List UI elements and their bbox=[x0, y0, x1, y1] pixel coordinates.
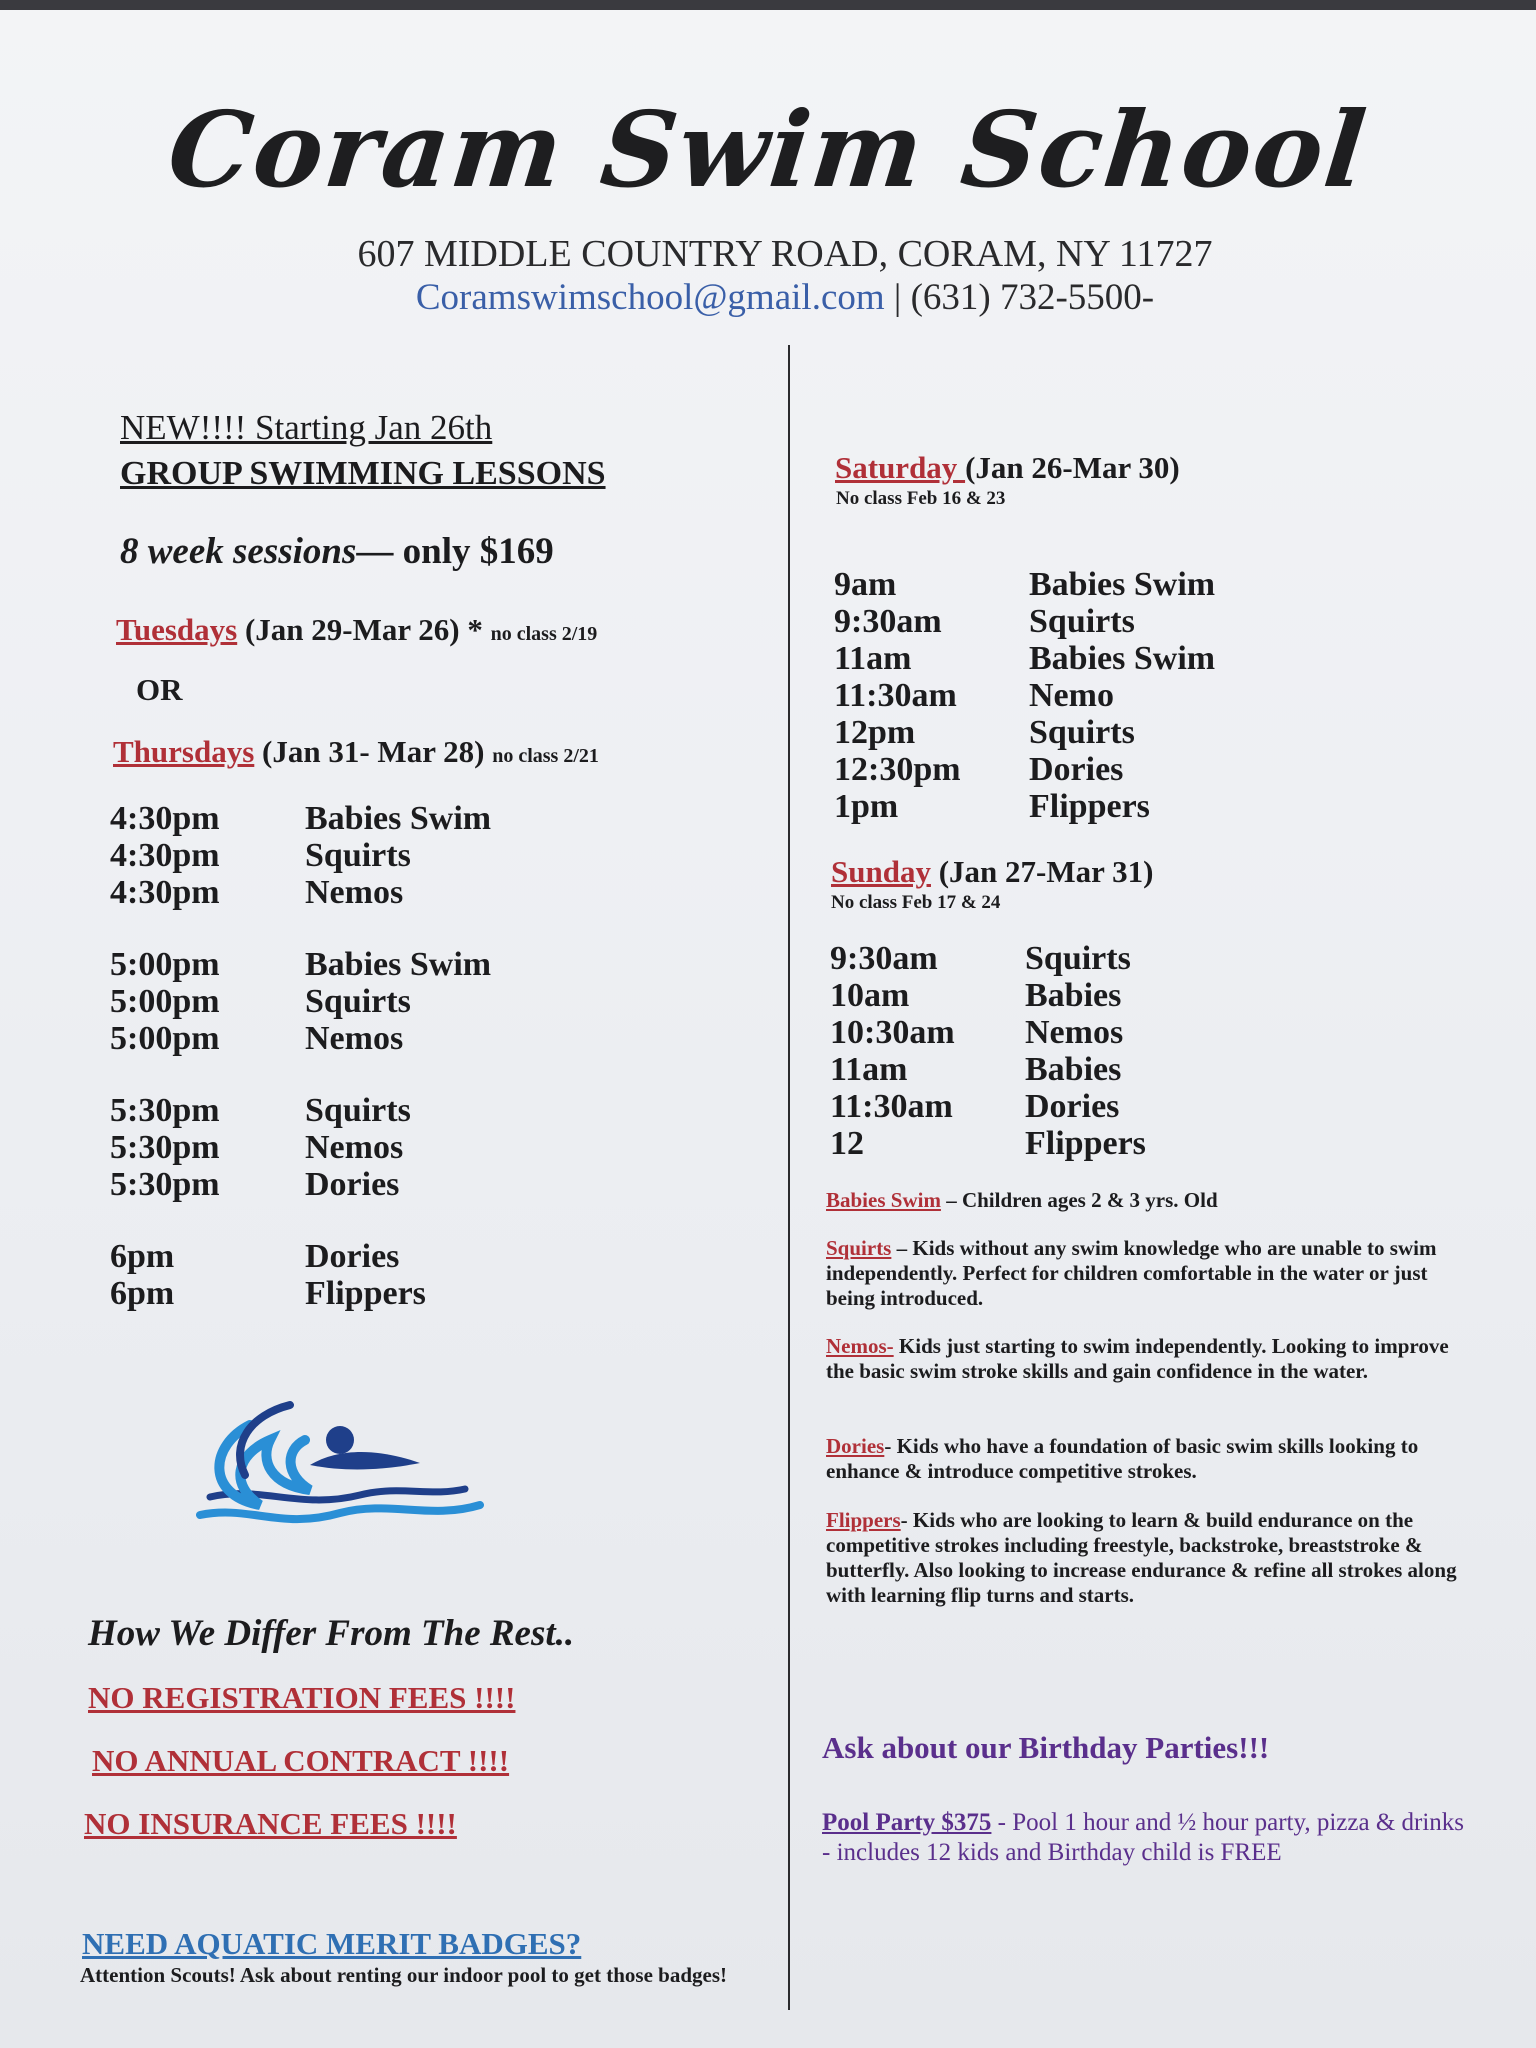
sessions-length: 8 week sessions bbox=[120, 531, 357, 572]
schedule-row bbox=[830, 1088, 1146, 1125]
schedule-time: 5:00pm bbox=[110, 1020, 220, 1057]
schedule-class: Nemos bbox=[305, 874, 404, 911]
weekday-schedule bbox=[110, 800, 491, 1312]
desc-squirts bbox=[826, 1236, 1466, 1311]
contact-separator: | bbox=[893, 277, 902, 318]
schedule-time: 11:30am bbox=[834, 677, 957, 714]
schedule-time: 11am bbox=[834, 640, 912, 677]
tuesday-note: no class 2/19 bbox=[490, 623, 598, 645]
schedule-row bbox=[834, 603, 1215, 640]
desc-name: Squirts bbox=[826, 1236, 892, 1260]
column-divider bbox=[788, 345, 790, 2010]
schedule-class: Babies bbox=[1025, 977, 1122, 1014]
merit-badges-text: Attention Scouts! Ask about renting our indoor pool to get those badges! bbox=[80, 1963, 727, 1987]
schedule-row bbox=[830, 1014, 1146, 1051]
schedule-time: 5:00pm bbox=[110, 946, 220, 983]
schedule-time: 4:30pm bbox=[110, 800, 220, 837]
address: 607 MIDDLE COUNTRY ROAD, CORAM, NY 11727 bbox=[357, 233, 1213, 275]
schedule-row bbox=[110, 1092, 491, 1129]
schedule-class: Squirts bbox=[305, 983, 411, 1020]
schedule-class: Squirts bbox=[305, 837, 411, 874]
schedule-time: 5:30pm bbox=[110, 1129, 220, 1166]
schedule-row bbox=[830, 1125, 1146, 1162]
schedule-row bbox=[834, 751, 1215, 788]
saturday-note: No class Feb 16 & 23 bbox=[836, 488, 1006, 509]
schedule-class: Squirts bbox=[1025, 940, 1131, 977]
schedule-time: 9am bbox=[834, 566, 897, 603]
sessions-cost: — only $169 bbox=[356, 531, 554, 572]
schedule-time: 1pm bbox=[834, 788, 899, 825]
schedule-time: 6pm bbox=[110, 1275, 175, 1312]
schedule-row bbox=[830, 940, 1146, 977]
differ-title: How We Differ From The Rest.. bbox=[88, 1613, 575, 1654]
no-insurance-fees: NO INSURANCE FEES !!!! bbox=[84, 1806, 457, 1841]
schedule-class: Flippers bbox=[1029, 788, 1150, 825]
schedule-row bbox=[110, 1238, 491, 1275]
schedule-row bbox=[110, 946, 491, 983]
schedule-time: 10:30am bbox=[830, 1014, 955, 1051]
birthday-title: Ask about our Birthday Parties!!! bbox=[822, 1730, 1270, 1765]
sunday-note: No class Feb 17 & 24 bbox=[831, 892, 1001, 913]
pool-party bbox=[822, 1808, 1472, 1868]
tuesday-line bbox=[116, 612, 597, 648]
schedule-row bbox=[110, 1129, 491, 1166]
schedule-class: Dories bbox=[1029, 751, 1124, 788]
schedule-time: 5:30pm bbox=[110, 1166, 220, 1203]
schedule-time: 5:30pm bbox=[110, 1092, 220, 1129]
schedule-class: Nemos bbox=[305, 1129, 404, 1166]
schedule-time: 12pm bbox=[834, 714, 916, 751]
schedule-time: 11:30am bbox=[830, 1088, 953, 1125]
desc-text: – Children ages 2 & 3 yrs. Old bbox=[940, 1188, 1218, 1212]
schedule-row bbox=[834, 788, 1215, 825]
schedule-row bbox=[110, 983, 491, 1020]
schedule-class: Babies Swim bbox=[305, 800, 492, 837]
top-shadow bbox=[0, 0, 1536, 10]
desc-nemos bbox=[826, 1334, 1466, 1384]
desc-name: Flippers bbox=[826, 1508, 901, 1532]
tuesday-label: Tuesdays bbox=[116, 612, 238, 647]
desc-text: Kids just starting to swim independently. Looking to improve the basic swim stroke skills and gain confidence in the water. bbox=[826, 1334, 1449, 1383]
schedule-time: 10am bbox=[830, 977, 910, 1014]
saturday-schedule bbox=[834, 566, 1215, 825]
schedule-class: Flippers bbox=[1025, 1125, 1146, 1162]
schedule-class: Nemos bbox=[305, 1020, 404, 1057]
schedule-row bbox=[834, 566, 1215, 603]
schedule-row bbox=[110, 1166, 491, 1203]
desc-text: - Kids who are looking to learn & build endurance on the competitive strokes including freestyle, backstroke, breaststroke & butterfly. Also looking to increase endurance & refine all strokes along with learning flip turns and starts. bbox=[826, 1508, 1457, 1607]
swimmer-logo-icon bbox=[190, 1385, 490, 1535]
pool-party-text: - Pool 1 hour and ½ hour party, pizza & drinks - includes 12 kids and Birthday child is FREE bbox=[822, 1809, 1465, 1866]
saturday-label: Saturday bbox=[835, 450, 966, 485]
schedule-time: 11am bbox=[830, 1051, 908, 1088]
schedule-class: Babies Swim bbox=[1029, 640, 1216, 677]
or-label: OR bbox=[136, 672, 183, 707]
desc-text: - Kids who have a foundation of basic swim skills looking to enhance & introduce competitive strokes. bbox=[826, 1434, 1419, 1483]
desc-name: Babies Swim bbox=[826, 1188, 941, 1212]
schedule-time: 4:30pm bbox=[110, 874, 220, 911]
schedule-class: Squirts bbox=[1029, 714, 1135, 751]
schedule-row bbox=[834, 640, 1215, 677]
sunday-range: (Jan 27-Mar 31) bbox=[930, 854, 1154, 889]
schedule-time: 12 bbox=[830, 1125, 864, 1162]
sunday-line bbox=[831, 854, 1153, 890]
desc-name: Nemos- bbox=[826, 1334, 894, 1358]
schedule-time: 12:30pm bbox=[834, 751, 961, 788]
schedule-row bbox=[110, 800, 491, 837]
schedule-time: 4:30pm bbox=[110, 837, 220, 874]
desc-babies-swim bbox=[826, 1188, 1466, 1213]
sunday-schedule bbox=[830, 940, 1146, 1162]
desc-name: Dories bbox=[826, 1434, 885, 1458]
saturday-line bbox=[835, 450, 1180, 486]
schedule-class: Dories bbox=[305, 1238, 400, 1275]
schedule-row bbox=[834, 714, 1215, 751]
schedule-class: Dories bbox=[1025, 1088, 1120, 1125]
schedule-row bbox=[830, 1051, 1146, 1088]
page-title: Coram Swim School bbox=[162, 88, 1374, 211]
desc-flippers bbox=[826, 1508, 1466, 1608]
sunday-label: Sunday bbox=[831, 854, 931, 889]
thursday-line bbox=[113, 734, 599, 770]
new-announcement: NEW!!!! Starting Jan 26th bbox=[120, 408, 493, 447]
schedule-class: Nemos bbox=[1025, 1014, 1124, 1051]
schedule-class: Squirts bbox=[305, 1092, 411, 1129]
group-lessons-title: GROUP SWIMMING LESSONS bbox=[120, 455, 606, 492]
schedule-time: 9:30am bbox=[830, 940, 938, 977]
contact-line bbox=[0, 276, 1536, 319]
thursday-note: no class 2/21 bbox=[492, 745, 599, 767]
desc-text: – Kids without any swim knowledge who are unable to swim independently. Perfect for children comfortable in the water or just being introduced. bbox=[826, 1236, 1437, 1310]
thursday-label: Thursdays bbox=[113, 734, 255, 769]
tuesday-range: (Jan 29-Mar 26) * bbox=[237, 612, 491, 647]
sessions-price bbox=[120, 530, 554, 573]
schedule-class: Babies bbox=[1025, 1051, 1122, 1088]
email-link[interactable]: Coramswimschool@gmail.com bbox=[415, 277, 885, 318]
schedule-row bbox=[110, 874, 491, 911]
no-registration-fees: NO REGISTRATION FEES !!!! bbox=[88, 1680, 516, 1715]
schedule-row bbox=[110, 1020, 491, 1057]
saturday-range: (Jan 26-Mar 30) bbox=[965, 450, 1180, 485]
schedule-row bbox=[830, 977, 1146, 1014]
schedule-class: Babies Swim bbox=[305, 946, 492, 983]
schedule-class: Squirts bbox=[1029, 603, 1135, 640]
schedule-class: Babies Swim bbox=[1029, 566, 1216, 603]
phone-number: (631) 732-5500- bbox=[910, 277, 1155, 318]
pool-party-label: Pool Party $375 bbox=[822, 1809, 992, 1836]
schedule-row bbox=[110, 837, 491, 874]
thursday-range: (Jan 31- Mar 28) bbox=[254, 734, 493, 769]
schedule-class: Dories bbox=[305, 1166, 400, 1203]
schedule-class: Flippers bbox=[305, 1275, 426, 1312]
schedule-row bbox=[834, 677, 1215, 714]
no-annual-contract: NO ANNUAL CONTRACT !!!! bbox=[92, 1743, 510, 1778]
schedule-time: 5:00pm bbox=[110, 983, 220, 1020]
desc-dories bbox=[826, 1434, 1466, 1484]
schedule-time: 6pm bbox=[110, 1238, 175, 1275]
merit-badges-title: NEED AQUATIC MERIT BADGES? bbox=[82, 1926, 582, 1961]
schedule-time: 9:30am bbox=[834, 603, 942, 640]
schedule-class: Nemo bbox=[1029, 677, 1114, 714]
schedule-row bbox=[110, 1275, 491, 1312]
